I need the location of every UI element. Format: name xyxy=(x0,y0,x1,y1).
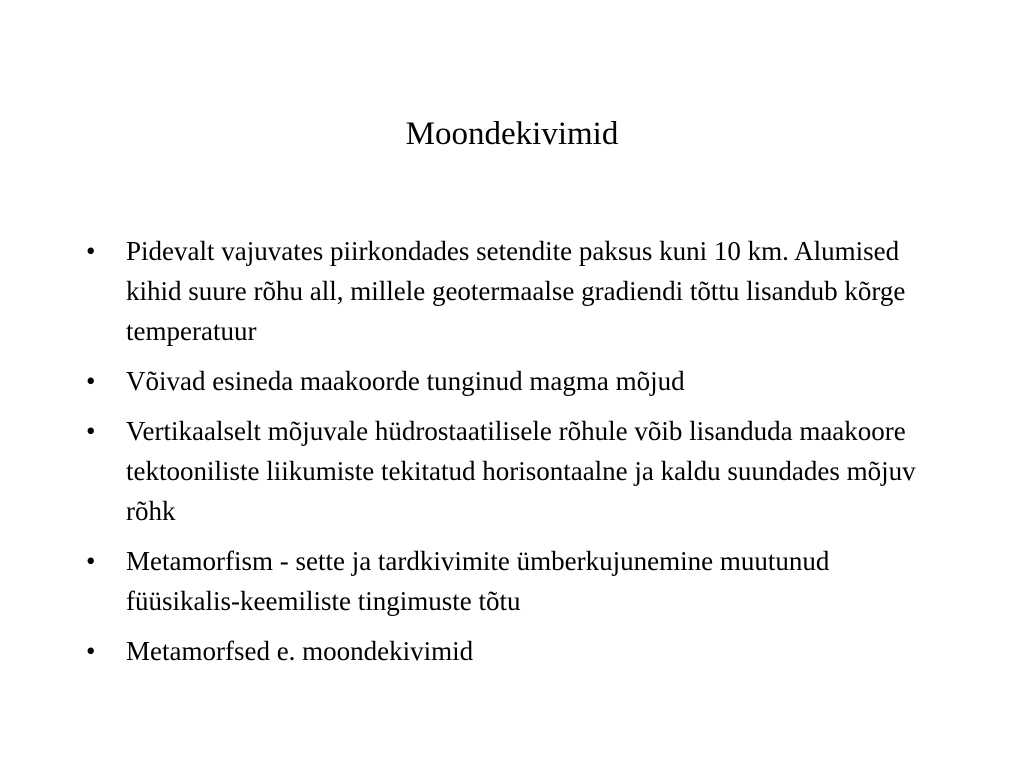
bullet-marker: • xyxy=(86,366,96,396)
bullet-text: Metamorfism - sette ja tardkivimite ümberkujunemine muutunud füüsikalis-keemiliste tingimuste tõtu xyxy=(126,546,830,616)
bullet-item xyxy=(86,541,916,621)
bullet-item xyxy=(86,631,916,671)
bullet-marker: • xyxy=(86,416,96,446)
bullet-text: Võivad esineda maakoorde tunginud magma mõjud xyxy=(126,366,685,396)
bullet-item xyxy=(86,411,916,531)
bullet-marker: • xyxy=(86,636,96,666)
bullet-text: Vertikaalselt mõjuvale hüdrostaatilisele rõhule võib lisanduda maakoore tektooniliste liikumiste tekitatud horisontaalne ja kaldu suundades mõjuv rõhk xyxy=(126,416,916,526)
bullet-text: Metamorfsed e. moondekivimid xyxy=(126,636,474,666)
bullet-text: Pidevalt vajuvates piirkondades setendite paksus kuni 10 km. Alumised kihid suure rõhu all, millele geotermaalse gradiendi tõttu lisandub kõrge temperatuur xyxy=(126,236,906,346)
bullet-list xyxy=(86,231,916,681)
bullet-marker: • xyxy=(86,546,96,576)
bullet-item xyxy=(86,231,916,351)
bullet-item xyxy=(86,361,916,401)
slide-title: Moondekivimid xyxy=(405,116,619,152)
bullet-marker: • xyxy=(86,236,96,266)
